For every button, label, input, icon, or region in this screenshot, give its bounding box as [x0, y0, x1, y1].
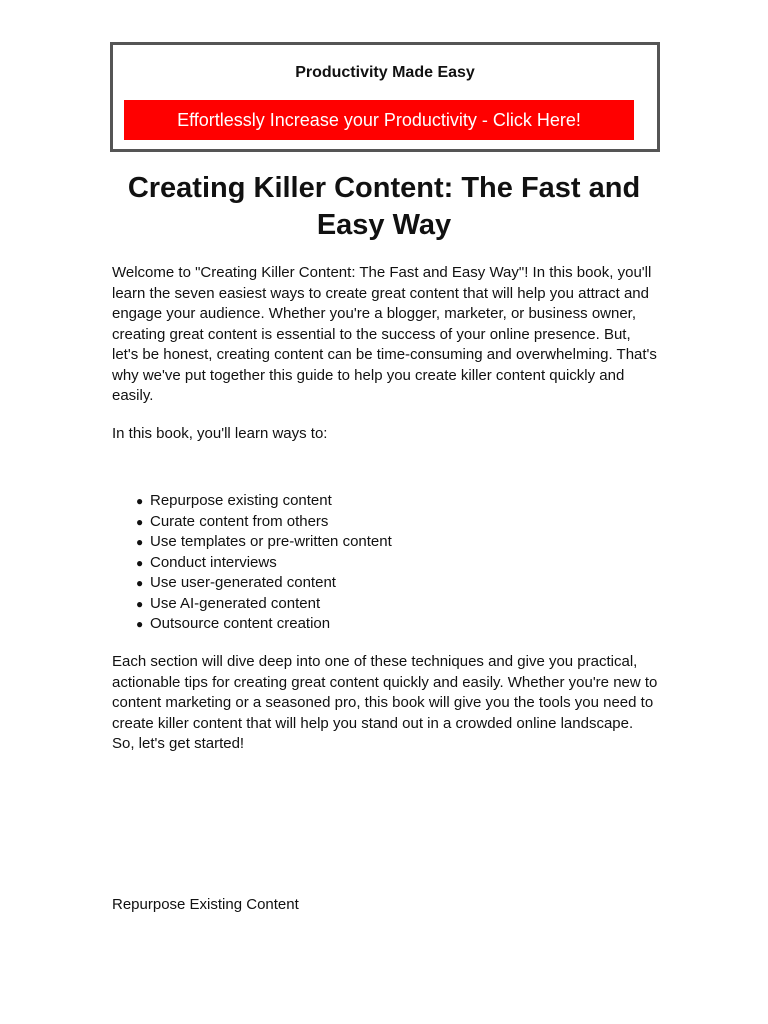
bullet-dot-icon: ●	[136, 576, 144, 590]
bullet-dot-icon: ●	[136, 514, 144, 529]
list-item-label: Repurpose existing content	[150, 492, 332, 509]
bullet-dot-icon: ●	[136, 596, 144, 611]
productivity-cta-button[interactable]: Effortlessly Increase your Productivity - Click Here!	[124, 100, 634, 140]
ways-list	[112, 491, 658, 635]
bullet-dot-icon: ●	[136, 494, 144, 508]
learn-lead-paragraph: In this book, you'll learn ways to:	[112, 425, 328, 442]
list-item	[136, 614, 658, 635]
bullet-dot-icon: ●	[136, 617, 144, 631]
list-item	[136, 532, 658, 553]
list-item-label: Use AI-generated content	[150, 594, 321, 612]
list-item	[136, 512, 658, 533]
promo-title: Productivity Made Easy	[295, 64, 475, 81]
list-item-label: Conduct interviews	[150, 553, 277, 571]
list-item	[136, 553, 658, 574]
document-title: Creating Killer Content: The Fast and Easy Way	[127, 172, 641, 241]
list-item	[136, 573, 658, 594]
list-item	[136, 594, 658, 615]
list-item	[136, 491, 658, 512]
intro-paragraph: Welcome to "Creating Killer Content: The Fast and Easy Way"! In this book, you'll learn the seven easiest ways to create great content that will help you attract and engage your audience. Whether you're a blogger, marketer, or business owner, creating great content is essential to the success of your online presence. But, let's be honest, creating content can be time-consuming and overwhelming. That's why we've put together this guide to help you create killer content quickly and easily.	[112, 264, 657, 404]
list-item-label: Use user-generated content	[150, 574, 336, 591]
list-item-label: Outsource content creation	[150, 615, 331, 632]
list-item-label: Use templates or pre-written content	[150, 533, 392, 550]
bullet-dot-icon: ●	[136, 535, 144, 549]
bullet-dot-icon: ●	[136, 555, 144, 570]
section-heading: Repurpose Existing Content	[112, 896, 299, 913]
list-item-label: Curate content from others	[150, 512, 329, 530]
closing-paragraph: Each section will dive deep into one of these techniques and give you practical, actionable tips for creating great content quickly and easily. Whether you're new to content marketing or a seasoned pro, this book will give you the tools you need to create killer content that will help you stand out in a crowded online landscape. So, let's get started!	[112, 653, 658, 752]
promo-banner	[110, 42, 660, 152]
